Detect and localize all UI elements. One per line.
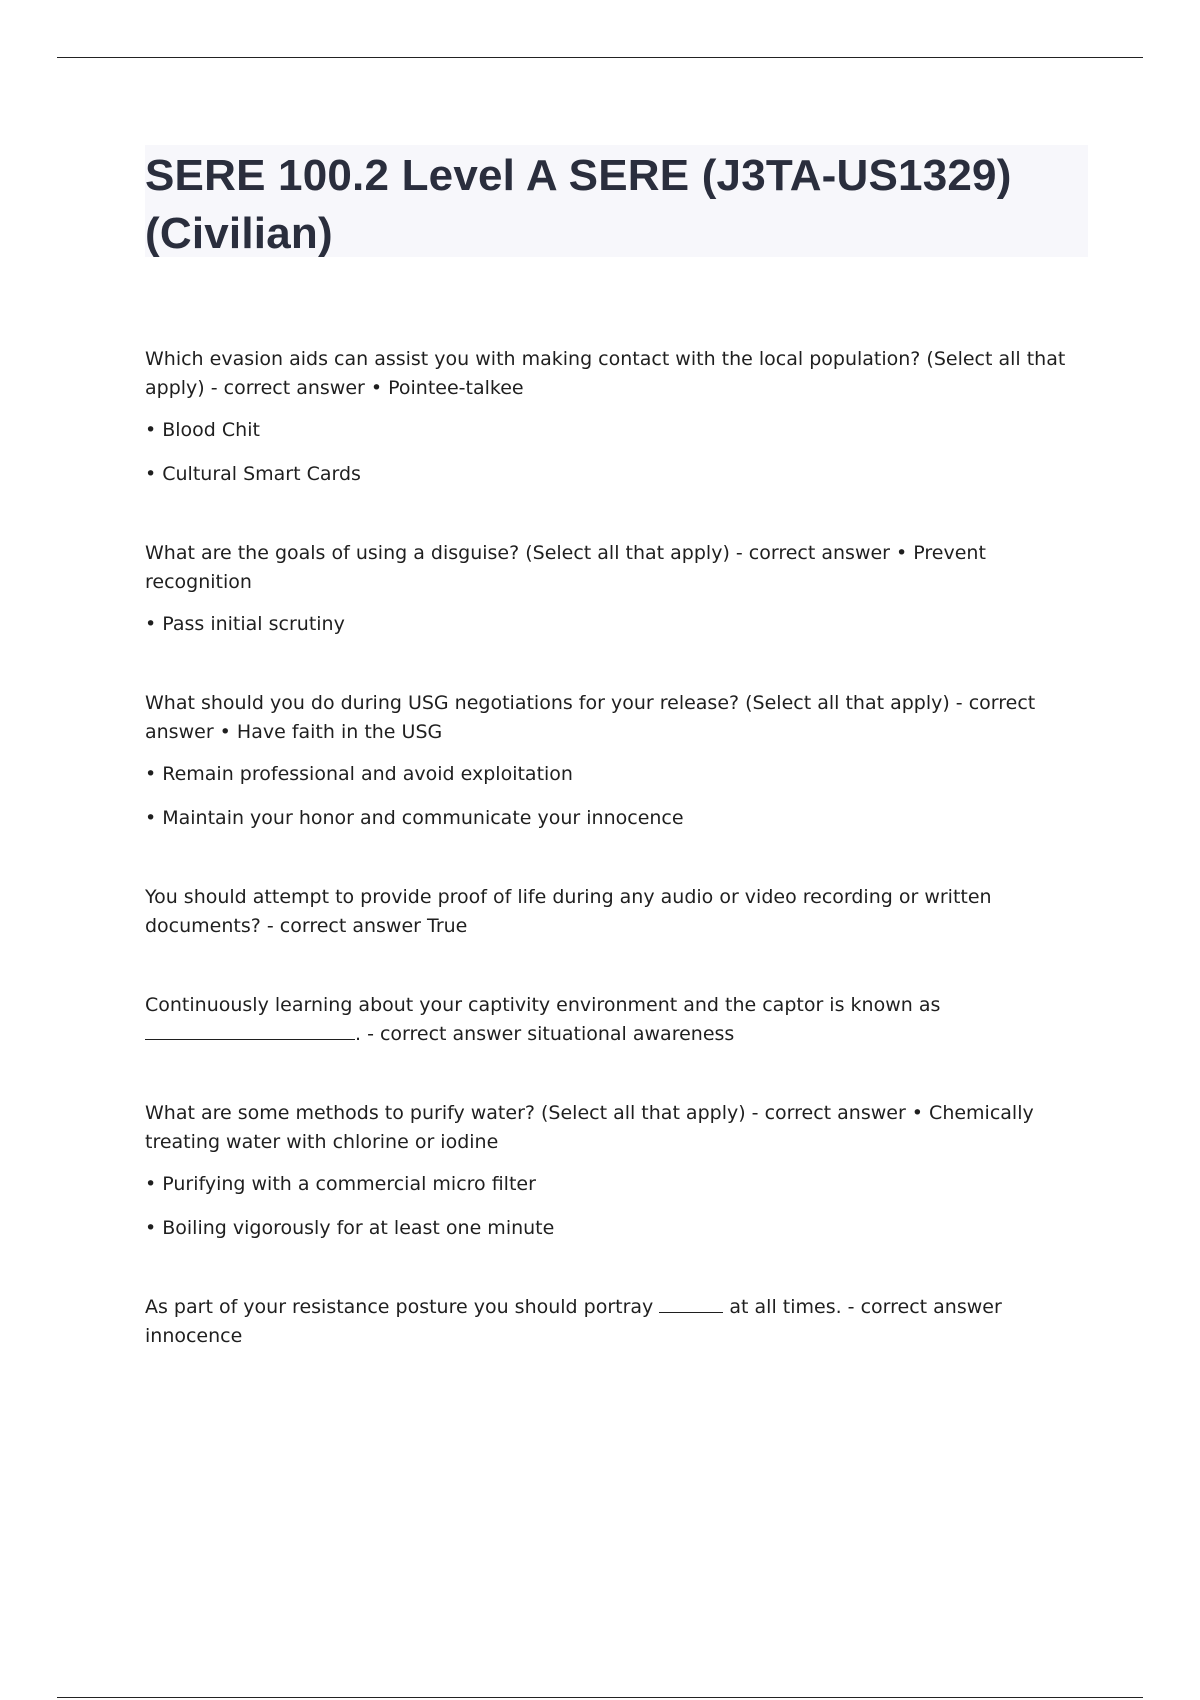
question-text-after: . - correct answer situational awareness (355, 1023, 735, 1045)
question-text-before: Continuously learning about your captivity environment and the captor is known as (145, 994, 941, 1016)
answer-bullet: • Pass initial scrutiny (145, 613, 345, 635)
answer-bullet: • Blood Chit (145, 419, 260, 441)
qa-item (145, 345, 1090, 489)
question-text: You should attempt to provide proof of life during any audio or video recording or written documents? - correct answer True (145, 886, 992, 937)
qa-item (145, 991, 1090, 1049)
question-text: What should you do during USG negotiations for your release? (Select all that apply) - correct answer • Have faith in the USG (145, 692, 1036, 743)
fill-in-blank (659, 1294, 723, 1313)
qa-item (145, 1099, 1090, 1243)
answer-bullet: • Remain professional and avoid exploitation (145, 763, 573, 785)
answer-bullet: • Purifying with a commercial micro filter (145, 1173, 536, 1195)
question-text: What are the goals of using a disguise? (Select all that apply) - correct answer • Prevent recognition (145, 542, 986, 593)
top-rule (57, 57, 1143, 58)
fill-in-blank (145, 1021, 355, 1040)
question-text (145, 1293, 1090, 1351)
bottom-rule (57, 1697, 1143, 1698)
question-text: Which evasion aids can assist you with making contact with the local population? (Select all that apply) - correct answer • Pointee-talkee (145, 348, 1066, 399)
question-text-after: at all times. - correct answer innocence (145, 1296, 1002, 1347)
answer-bullet: • Boiling vigorously for at least one minute (145, 1217, 555, 1239)
qa-item (145, 883, 1090, 941)
title-block (145, 145, 1088, 257)
qa-item (145, 539, 1090, 639)
answer-bullet: • Cultural Smart Cards (145, 463, 361, 485)
question-text (145, 991, 1090, 1049)
qa-item (145, 689, 1090, 833)
question-text-before: As part of your resistance posture you should portray (145, 1296, 654, 1318)
qa-item (145, 1293, 1090, 1351)
qa-list (145, 345, 1090, 1351)
document-title: SERE 100.2 Level A SERE (J3TA-US1329) (Civilian) (145, 151, 1012, 258)
answer-bullet: • Maintain your honor and communicate your innocence (145, 807, 684, 829)
question-text: What are some methods to purify water? (Select all that apply) - correct answer • Chemically treating water with chlorine or iodine (145, 1102, 1034, 1153)
